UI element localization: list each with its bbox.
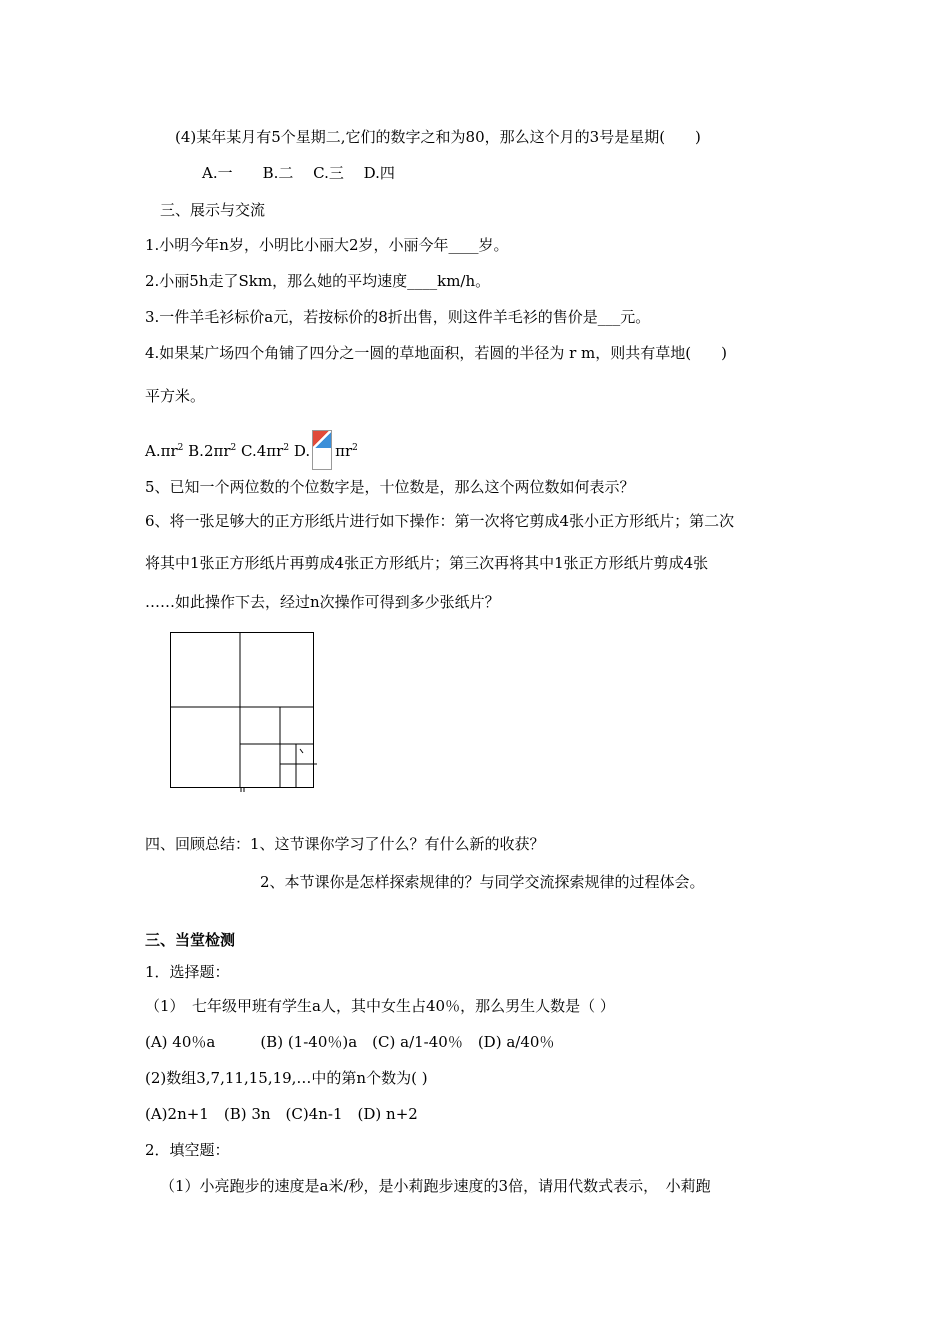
superscript: 2 [283, 443, 290, 453]
choice-q2-options: (A)2n+1 (B) 3n (C)4n-1 (D) n+2 [145, 1105, 418, 1123]
choice-q1: （1） 七年级甲班有学生a人，其中女生占40％，那么男生人数是（ ） [145, 997, 615, 1015]
choice-q1-options: (A) 40％a (B) (1-40％)a (C) a/1-40％ (D) a/40％ [145, 1033, 555, 1051]
fill-title: 2．填空题： [145, 1141, 230, 1159]
broken-image-icon [312, 430, 332, 470]
display-item-4-line1: 4.如果某广场四个角铺了四分之一圆的草地面积，若圆的半径为 r m，则共有草地( ) [145, 344, 727, 362]
display-item-4-options [145, 430, 358, 470]
review-line-1: 四、回顾总结：1、这节课你学习了什么？有什么新的收获？ [145, 835, 545, 853]
choice-title: 1．选择题： [145, 963, 230, 981]
q4-stem: (4)某年某月有5个星期二,它们的数字之和为80，那么这个月的3号是星期( ) [175, 128, 701, 146]
option-d-tail: πr [335, 442, 353, 460]
superscript: 2 [352, 443, 358, 453]
superscript: 2 [230, 443, 237, 453]
square-cutting-figure [170, 632, 322, 792]
option-b: B.2πr [188, 442, 231, 460]
display-item-1: 1.小明今年n岁，小明比小丽大2岁，小丽今年____岁。 [145, 236, 509, 254]
superscript: 2 [177, 443, 184, 453]
display-item-5: 5、已知一个两位数的个位数字是，十位数是，那么这个两位数如何表示？ [145, 478, 635, 496]
option-c: C.4πr [241, 442, 284, 460]
q4-options: A.一 B.二 C.三 D.四 [202, 164, 395, 182]
tick-mark [300, 749, 303, 753]
option-a: A.πr [145, 442, 178, 460]
fill-q1: （1）小亮跑步的速度是a米/秒，是小莉跑步速度的3倍，请用代数式表示， 小莉跑 [160, 1177, 711, 1195]
choice-q2: (2)数组3,7,11,15,19,…中的第n个数为( ) [145, 1069, 428, 1087]
display-item-6-line1: 6、将一张足够大的正方形纸片进行如下操作：第一次将它剪成4张小正方形纸片；第二次 [145, 512, 735, 530]
display-item-3: 3.一件羊毛衫标价a元，若按标价的8折出售，则这件羊毛衫的售价是___元。 [145, 308, 651, 326]
display-item-6-line3: ……如此操作下去，经过n次操作可得到多少张纸片？ [145, 593, 500, 611]
display-item-4-line2: 平方米。 [145, 387, 206, 405]
section-heading-display: 三、展示与交流 [160, 201, 266, 219]
section-heading-test: 三、当堂检测 [145, 931, 236, 949]
option-d: D. [293, 442, 311, 460]
display-item-6-line2: 将其中1张正方形纸片再剪成4张正方形纸片；第三次再将其中1张正方形纸片剪成4张 [145, 554, 709, 572]
review-line-2: 2、本节课你是怎样探索规律的？与同学交流探索规律的过程体会。 [260, 873, 705, 891]
display-item-2: 2.小丽5h走了Skm，那么她的平均速度____km/h。 [145, 272, 491, 290]
